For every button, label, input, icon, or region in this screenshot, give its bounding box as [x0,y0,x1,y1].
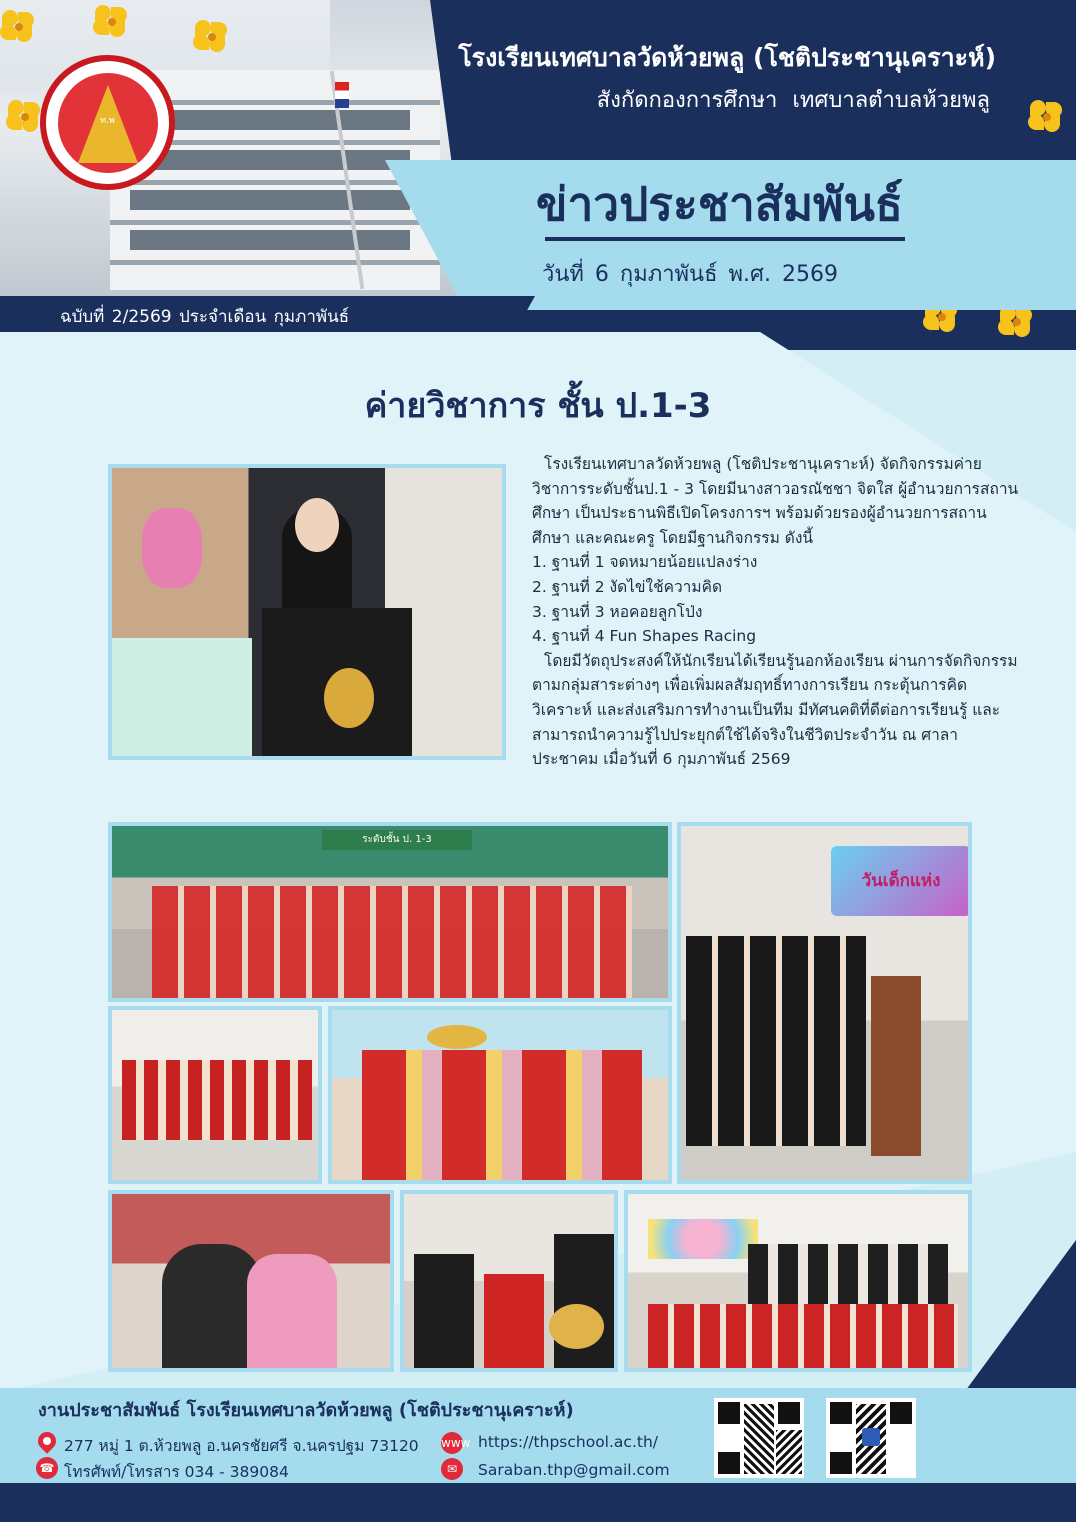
article-title: ค่ายวิชาการ ชั้น ป.1-3 [364,386,712,426]
teachers-photo [677,822,972,1184]
director-speech-photo [108,464,506,760]
flower-decoration-icon [2,10,36,44]
activity-photo-costumes [328,1006,672,1184]
footer-bottom-bar [0,1483,1076,1522]
school-affiliation: สังกัดกองการศึกษา เทศบาลตำบลห้วยพลู [596,88,990,113]
phone-text: โทรศัพท์/โทรสาร 034 - 389084 [64,1463,289,1481]
footer-title: งานประชาสัมพันธ์ โรงเรียนเทศบาลวัดห้วยพลู (โชติประชานุเคราะห์) [38,1400,574,1421]
phone-icon: ☎ [36,1457,58,1479]
school-logo [40,55,175,190]
issue-label: ฉบับที่ 2/2569 ประจำเดือน กุมภาพันธ์ [60,307,350,327]
news-title: ข่าวประชาสัมพันธ์ [536,177,904,231]
address-text: 277 หมู่ 1 ต.ห้วยพลู อ.นครชัยศรี จ.นครปฐม 73120 [64,1437,419,1455]
website-link[interactable]: https://thpschool.ac.th/ [478,1433,658,1451]
flower-decoration-icon [1030,100,1064,134]
activity-item: 2. ฐานที่ 2 งัดไข่ใช้ความคิด [532,577,723,596]
article-paragraph: โรงเรียนเทศบาลวัดห้วยพลู (โชติประชานุเคราะห์) จัดกิจกรรมค่ายวิชาการระดับชั้นป.1 - 3 โดยมีนางสาวอรณัชชา จิตใส ผู้อำนวยการสถานศึกษา เป็นประธานพิธีเปิดโครงการฯ พร้อมด้วยรองผู้อำนวยการสถานศึกษา และคณะครู โดยมีฐานกิจกรรม ดังนี้ [532,455,1019,547]
school-name: โรงเรียนเทศบาลวัดห้วยพลู (โชติประชานุเคราะห์) [458,43,996,72]
mail-icon: ✉ [441,1458,463,1480]
photo-banner: วันเด็กแห่ง [831,846,971,916]
article-paragraph: โดยมีวัตถุประสงค์ให้นักเรียนได้เรียนรู้นอกห้องเรียน ผ่านการจัดกิจกรรมตามกลุ่มสาระต่างๆ เพื่อเพิ่มผลสัมฤทธิ์ทางการเรียน กระตุ้นการคิดวิเคราะห์ และส่งเสริมการทำงานเป็นทีม มีทัศนคติที่ดีต่อการเรียนรู้ และสามารถนำความรู้ไปประยุกต์ใช้ได้จริงในชีวิตประจำวัน ณ ศาลาประชาคม เมื่อวันที่ 6 กุมภาพันธ์ 2569 [532,651,1018,769]
student-teachers-photo [400,1190,618,1372]
flower-decoration-icon [1000,305,1034,339]
activity-item: 4. ฐานที่ 4 Fun Shapes Racing [532,627,757,646]
activity-item: 1. ฐานที่ 1 จดหมายน้อยแปลงร่าง [532,553,758,572]
facebook-icon [862,1428,880,1446]
activity-item: 3. ฐานที่ 3 หอคอยลูกโป่ง [532,602,703,621]
flower-decoration-icon [195,20,229,54]
title-underline [545,237,905,241]
activity-photo-racing [108,1006,322,1184]
photo-banner: ระดับชั้น ป. 1-3 [322,830,472,850]
article-body [532,452,1022,772]
group-photo-students [108,822,672,1002]
qr-code-facebook[interactable] [826,1398,916,1478]
parent-student-photo [108,1190,394,1372]
web-icon: www [441,1432,463,1454]
flower-decoration-icon [95,5,129,39]
logo-label: ท.พ [100,115,115,126]
flower-decoration-icon [8,100,42,134]
email-link[interactable]: Saraban.thp@gmail.com [478,1461,670,1479]
balloon-tower-photo [624,1190,972,1372]
qr-code-website[interactable] [714,1398,804,1478]
news-date: วันที่ 6 กุมภาพันธ์ พ.ศ. 2569 [542,262,838,287]
